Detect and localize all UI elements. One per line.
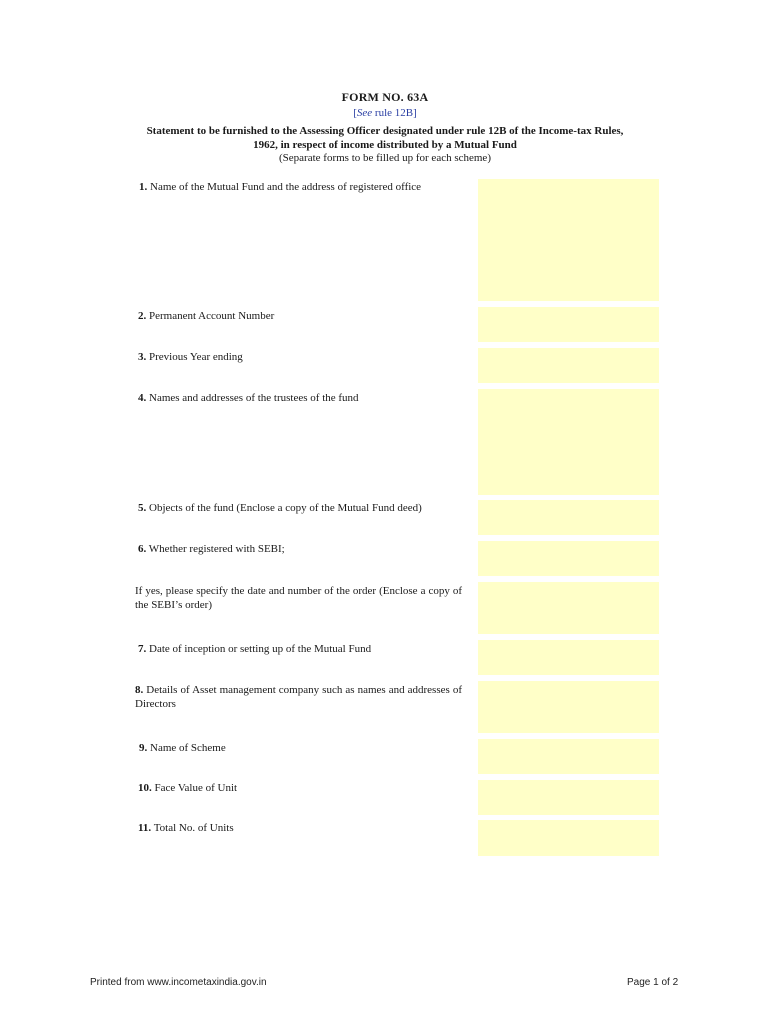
answer-field-10[interactable]: [478, 780, 659, 815]
form-title: FORM NO. 63A: [341, 90, 429, 104]
answer-field-6[interactable]: [478, 541, 659, 576]
question-number: 1.: [139, 181, 148, 193]
question-text: Name of Scheme: [147, 742, 226, 754]
statement-heading: [0, 124, 770, 152]
question-number: 11.: [138, 822, 152, 834]
question-number: 9.: [139, 742, 148, 754]
answer-field-11[interactable]: [478, 820, 659, 856]
question-number: 2.: [138, 310, 147, 322]
answer-field-2[interactable]: [478, 307, 659, 342]
question-text: If yes, please specify the date and number of the order (Enclose a copy of the SEBI’s order): [135, 585, 462, 611]
statement-line-2: 1962, in respect of income distributed by a Mutual Fund: [253, 139, 517, 151]
rule-see: See: [356, 107, 373, 119]
question-text: Whether registered with SEBI;: [146, 543, 285, 555]
page-number: Page 1 of 2: [627, 977, 679, 988]
question-8: [135, 683, 462, 711]
question-5: [138, 501, 422, 515]
rule-reference: [0, 107, 770, 119]
answer-field-3[interactable]: [478, 348, 659, 383]
question-number: 4.: [138, 392, 147, 404]
question-number: 10.: [138, 782, 152, 794]
answer-field-7[interactable]: [478, 640, 659, 675]
question-number: 5.: [138, 502, 147, 514]
question-number: 6.: [138, 543, 147, 555]
answer-field-9[interactable]: [478, 739, 659, 774]
question-6: [138, 542, 285, 556]
question-2: [138, 309, 274, 323]
question-text: Face Value of Unit: [151, 782, 238, 794]
printed-from-footer: Printed from www.incometaxindia.gov.in: [90, 977, 267, 988]
question-text: Details of Asset management company such as names and addresses of Directors: [135, 684, 462, 710]
question-text: Name of the Mutual Fund and the address of registered office: [147, 181, 422, 193]
sub-note: (Separate forms to be filled up for each scheme): [279, 152, 491, 164]
answer-field-1[interactable]: [478, 179, 659, 301]
question-10: [138, 781, 237, 795]
question-6-followup: [135, 584, 462, 612]
question-text: Total No. of Units: [151, 822, 234, 834]
question-11: [138, 821, 234, 835]
answer-field-8[interactable]: [478, 681, 659, 733]
answer-field-5[interactable]: [478, 500, 659, 535]
question-1: [139, 180, 421, 194]
question-7: [138, 642, 371, 656]
answer-field-6-followup[interactable]: [478, 582, 659, 634]
rule-text: rule 12B]: [372, 107, 417, 119]
question-number: 8.: [135, 684, 144, 696]
answer-field-4[interactable]: [478, 389, 659, 495]
question-4: [138, 391, 359, 405]
question-number: 7.: [138, 643, 147, 655]
question-number: 3.: [138, 351, 147, 363]
question-text: Objects of the fund (Enclose a copy of the Mutual Fund deed): [146, 502, 422, 514]
question-9: [139, 741, 226, 755]
statement-line-1: Statement to be furnished to the Assessing Officer designated under rule 12B of the Income-tax Rules,: [146, 125, 624, 137]
question-text: Permanent Account Number: [146, 310, 275, 322]
question-text: Date of inception or setting up of the Mutual Fund: [146, 643, 372, 655]
rule-bracket: [: [353, 107, 357, 119]
question-3: [138, 350, 243, 364]
question-text: Names and addresses of the trustees of the fund: [146, 392, 359, 404]
question-text: Previous Year ending: [146, 351, 243, 363]
